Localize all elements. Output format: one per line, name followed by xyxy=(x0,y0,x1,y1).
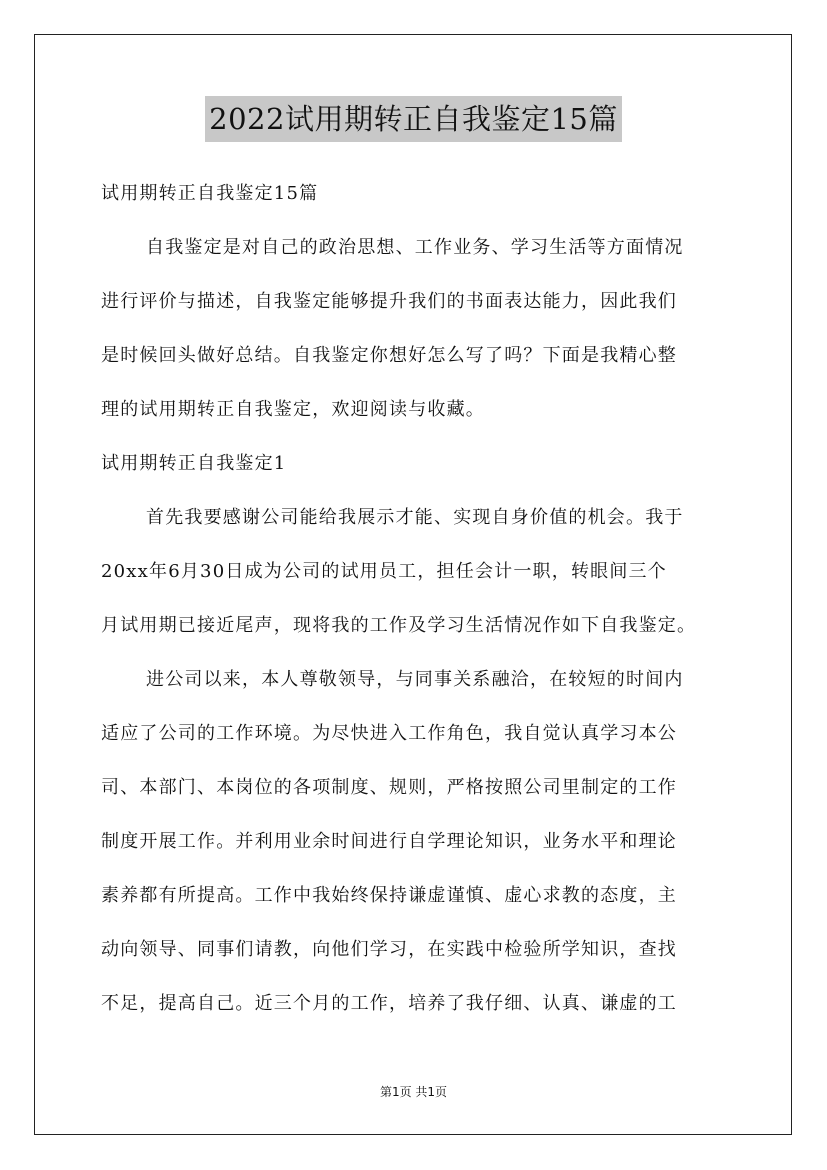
paragraph-line: 自我鉴定是对自己的政治思想、工作业务、学习生活等方面情况 xyxy=(146,237,684,258)
paragraph-line: 首先我要感谢公司能给我展示才能、实现自身价值的机会。我于 xyxy=(146,507,684,528)
title-container xyxy=(0,96,827,142)
paragraph-line: 动向领导、同事们请教，向他们学习，在实践中检验所学知识，查找 xyxy=(101,939,677,960)
section-heading: 试用期转正自我鉴定1 xyxy=(101,453,287,474)
document-title: 2022试用期转正自我鉴定15篇 xyxy=(205,96,622,142)
paragraph-line: 是时候回头做好总结。自我鉴定你想好怎么写了吗？下面是我精心整 xyxy=(101,345,677,366)
page-number-footer: 第1页 共1页 xyxy=(379,1085,448,1099)
paragraph-line: 司、本部门、本岗位的各项制度、规则，严格按照公司里制定的工作 xyxy=(101,777,677,798)
section-heading: 试用期转正自我鉴定15篇 xyxy=(101,183,319,204)
paragraph-line: 月试用期已接近尾声，现将我的工作及学习生活情况作如下自我鉴定。 xyxy=(101,615,697,636)
paragraph-line: 理的试用期转正自我鉴定，欢迎阅读与收藏。 xyxy=(101,399,485,420)
paragraph-line: 适应了公司的工作环境。为尽快进入工作角色，我自觉认真学习本公 xyxy=(101,723,677,744)
paragraph-line: 进公司以来，本人尊敬领导，与同事关系融洽，在较短的时间内 xyxy=(146,669,684,690)
paragraph-line: 制度开展工作。并利用业余时间进行自学理论知识，业务水平和理论 xyxy=(101,831,677,852)
paragraph-line: 不足，提高自己。近三个月的工作，培养了我仔细、认真、谦虚的工 xyxy=(101,993,677,1014)
paragraph-line: 20xx年6月30日成为公司的试用员工，担任会计一职，转眼间三个 xyxy=(101,561,667,582)
paragraph-line: 素养都有所提高。工作中我始终保持谦虚谨慎、虚心求教的态度，主 xyxy=(101,885,677,906)
paragraph-line: 进行评价与描述，自我鉴定能够提升我们的书面表达能力，因此我们 xyxy=(101,291,677,312)
